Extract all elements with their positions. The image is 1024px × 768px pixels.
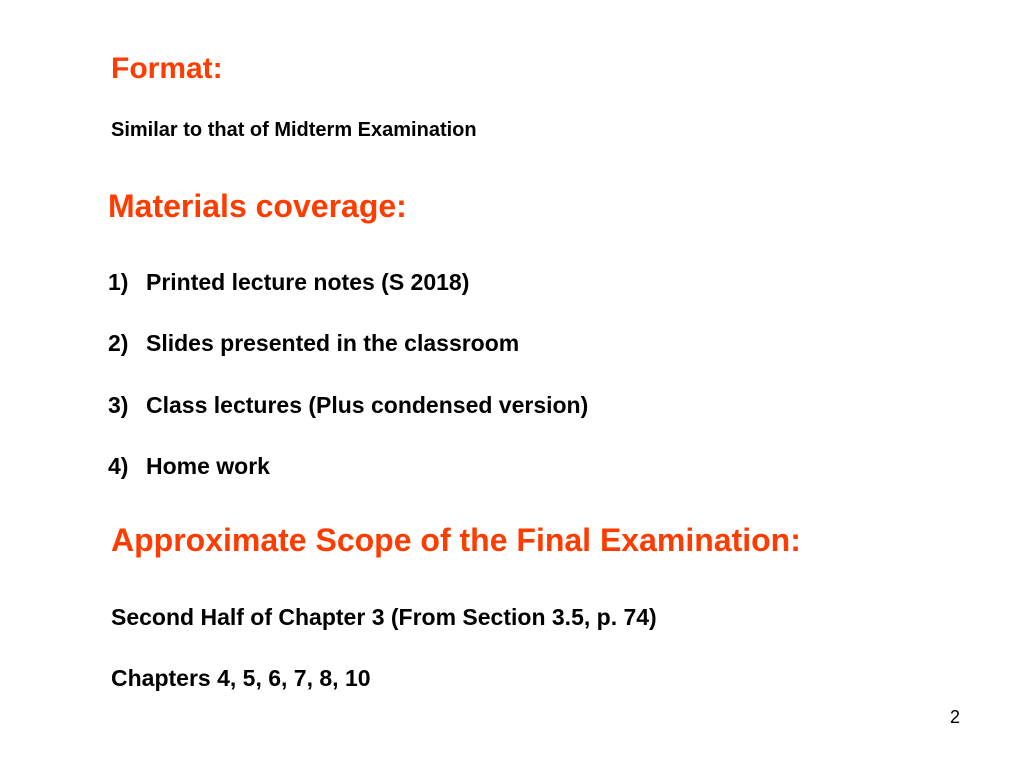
list-item <box>108 453 270 480</box>
format-text: Similar to that of Midterm Examination <box>111 119 477 141</box>
list-item-text: Printed lecture notes (S 2018) <box>146 269 470 295</box>
list-item <box>108 392 588 419</box>
list-item-text: Home work <box>146 453 270 479</box>
list-item <box>108 269 469 296</box>
list-item-number: 3) <box>108 392 129 418</box>
format-heading: Format: <box>111 52 223 85</box>
list-item-text: Slides presented in the classroom <box>146 330 520 356</box>
list-item-number: 4) <box>108 453 129 479</box>
scope-heading: Approximate Scope of the Final Examination: <box>111 522 801 558</box>
scope-line-chapters: Chapters 4, 5, 6, 7, 8, 10 <box>111 665 371 691</box>
list-item-number: 2) <box>108 330 129 356</box>
list-item-text: Class lectures (Plus condensed version) <box>146 392 589 418</box>
scope-line-chapter-3: Second Half of Chapter 3 (From Section 3.5, p. 74) <box>111 604 657 630</box>
list-item <box>108 330 519 357</box>
materials-heading: Materials coverage: <box>108 188 407 224</box>
page-number: 2 <box>950 707 961 727</box>
list-item-number: 1) <box>108 269 129 295</box>
